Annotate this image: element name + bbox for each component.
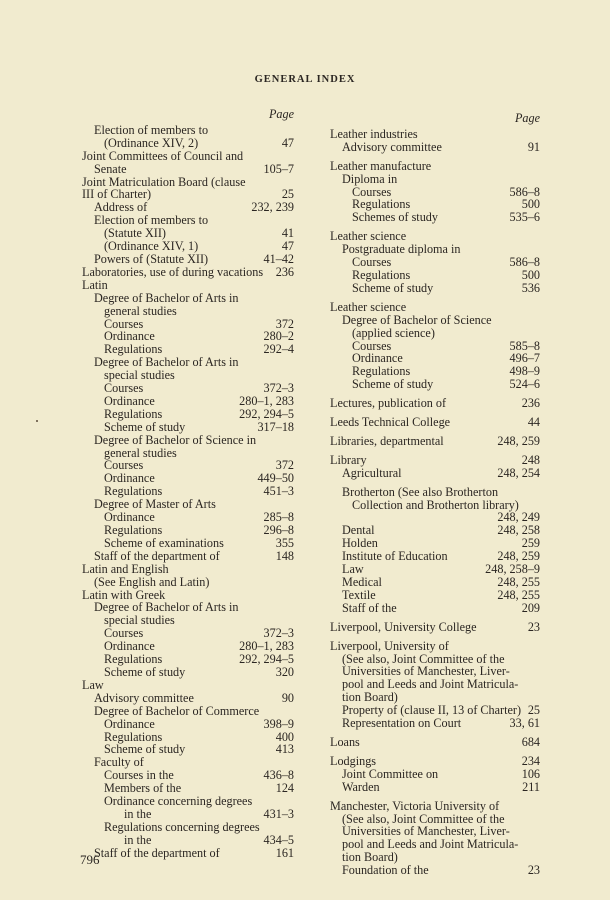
entry-text: III of Charter) <box>82 187 152 202</box>
entry-text: (See also, Joint Committee of the <box>342 811 505 826</box>
entry-page-ref: 124 <box>275 781 294 796</box>
entry-text: Senate <box>94 161 127 176</box>
entry-text: Loans <box>330 734 360 749</box>
index-entry <box>82 163 294 176</box>
entry-page-ref: 500 <box>521 267 540 282</box>
entry-text: Regulations <box>352 267 411 282</box>
entry-text: Representation on Court <box>342 716 462 731</box>
index-entry <box>330 589 540 602</box>
index-entry <box>330 800 540 813</box>
index-entry <box>82 563 294 576</box>
entry-text: Courses <box>104 316 144 331</box>
index-entry <box>330 301 540 314</box>
entry-text: pool and Leeds and Joint Matricula- <box>342 837 519 852</box>
index-column-left <box>82 108 294 860</box>
entry-text: in the <box>124 832 152 847</box>
index-entry <box>82 576 294 589</box>
index-entry <box>82 679 294 692</box>
index-entry <box>82 124 294 137</box>
entry-page-ref: 500 <box>521 197 540 212</box>
entry-page-ref: 161 <box>275 845 294 860</box>
entry-text: Faculty of <box>94 755 144 770</box>
index-entry <box>330 269 540 282</box>
entry-text: Diploma in <box>342 171 398 186</box>
entry-text: Libraries, departmental <box>330 433 444 448</box>
entry-text: (Ordinance XIV, 2) <box>104 135 199 150</box>
entry-page-ref: 259 <box>521 536 540 551</box>
entry-page-ref: 355 <box>275 535 294 550</box>
index-entry <box>330 768 540 781</box>
index-entry <box>82 705 294 718</box>
index-entry <box>82 382 294 395</box>
entry-text: Leeds Technical College <box>330 415 451 430</box>
index-entry <box>330 621 540 634</box>
entry-text: Ordinance <box>104 471 155 486</box>
entry-page-ref: 248, 255 <box>497 575 540 589</box>
entry-page-ref: 372 <box>275 458 294 473</box>
index-entry <box>330 486 540 499</box>
index-entry <box>330 736 540 749</box>
entry-page-ref: 372–3 <box>263 626 294 641</box>
entry-text: Degree of Bachelor of Science <box>342 312 492 327</box>
entry-page-ref: 400 <box>275 729 294 744</box>
entry-page-ref: 585–8 <box>509 338 540 353</box>
entry-text: Scheme of examinations <box>104 535 224 550</box>
entry-text: Postgraduate diploma in <box>342 242 461 257</box>
entry-page-ref: 280–1, 283 <box>239 639 294 654</box>
entry-page-ref: 105–7 <box>263 161 294 176</box>
index-entry <box>330 141 540 154</box>
index-entry <box>330 378 540 391</box>
page-column-label: Page <box>268 107 294 121</box>
entry-page-ref: 25 <box>527 703 540 718</box>
entry-text: Leather science <box>330 299 407 314</box>
entry-text: Joint Committee on <box>342 766 439 781</box>
entry-text: Liverpool, University College <box>330 619 477 634</box>
entry-text: (applied science) <box>352 325 435 340</box>
entry-text: Law <box>82 677 104 692</box>
entry-text: Regulations <box>104 523 163 537</box>
entry-text: Address of <box>94 200 148 215</box>
entry-page-ref: 23 <box>527 619 540 634</box>
entry-text: Latin <box>82 277 108 292</box>
entry-text: Leather industries <box>330 126 418 141</box>
index-entry <box>82 718 294 731</box>
entry-page-ref: 248, 255 <box>497 587 540 602</box>
entry-page-ref: 296–8 <box>263 523 294 537</box>
entry-text: Leather manufacture <box>330 158 432 173</box>
entry-page-ref: 372–3 <box>263 381 294 396</box>
entry-text: Regulations <box>104 406 163 421</box>
entry-text: Medical <box>342 575 382 589</box>
index-column-right <box>330 112 540 877</box>
entry-page-ref: 234 <box>521 753 540 768</box>
entry-text: (Statute XII) <box>104 226 166 241</box>
entry-page-ref: 292–4 <box>263 342 294 357</box>
index-entry <box>82 292 294 305</box>
entry-text: Lectures, publication of <box>330 396 447 411</box>
entry-page-ref: 280–1, 283 <box>239 393 294 408</box>
index-entry <box>82 821 294 834</box>
paper-speck <box>36 420 38 422</box>
entry-text: Degree of Bachelor of Science in <box>94 432 257 447</box>
index-entry <box>330 416 540 429</box>
entry-text: Scheme of study <box>104 742 186 757</box>
entry-page-ref: 25 <box>281 187 294 202</box>
index-entry <box>82 421 294 434</box>
entry-text: Courses <box>104 381 144 396</box>
entry-text: (See English and Latin) <box>94 574 210 589</box>
entry-text: Ordinance <box>104 510 155 525</box>
entry-text: Regulations <box>352 364 411 379</box>
index-entry <box>82 524 294 537</box>
entry-page-ref: 431–3 <box>263 806 294 821</box>
entry-page-ref: 586–8 <box>509 255 540 270</box>
entry-text: Holden <box>342 536 378 551</box>
entry-page-ref: 535–6 <box>509 210 540 225</box>
entry-page-ref: 434–5 <box>263 832 294 847</box>
entry-text: Ordinance <box>104 329 155 344</box>
index-entry <box>330 755 540 768</box>
entry-text: pool and Leeds and Joint Matricula- <box>342 677 519 692</box>
entry-page-ref: 236 <box>275 264 294 279</box>
entry-text: general studies <box>104 303 177 318</box>
index-entry <box>82 666 294 679</box>
entry-page-ref: 451–3 <box>263 484 294 499</box>
entry-page-ref: 436–8 <box>263 768 294 783</box>
entry-text: Liverpool, University of <box>330 638 449 653</box>
entry-text: (Ordinance XIV, 1) <box>104 239 199 254</box>
entry-page-ref: 248, 254 <box>497 465 540 480</box>
index-entry <box>82 137 294 150</box>
entry-text: Courses <box>352 184 392 199</box>
entry-text: Collection and Brotherton library) <box>352 497 519 512</box>
entry-page-ref: 413 <box>275 742 294 757</box>
entry-text: Law <box>342 562 364 577</box>
entry-page-ref: 498–9 <box>509 364 540 379</box>
entry-text: Scheme of study <box>352 377 434 392</box>
index-entry <box>82 550 294 563</box>
index-entry <box>330 602 540 615</box>
entry-page-ref: 248, 258–9 <box>485 562 540 577</box>
entry-text: Courses <box>104 458 144 473</box>
entry-page-ref: 292, 294–5 <box>239 406 294 421</box>
index-entry <box>82 434 294 447</box>
entry-text: Universities of Manchester, Liver- <box>342 824 510 839</box>
entry-text: Laboratories, use of during vacations <box>82 264 264 279</box>
entry-text: Courses <box>352 255 392 270</box>
entry-text: tion Board) <box>342 850 398 865</box>
index-entry <box>82 834 294 847</box>
index-entry <box>330 160 540 173</box>
entry-page-ref: 524–6 <box>509 377 540 392</box>
index-entry <box>82 692 294 705</box>
entry-page-ref: 496–7 <box>509 351 540 366</box>
entry-text: Latin with Greek <box>82 587 166 602</box>
entry-text: Degree of Bachelor of Arts in <box>94 600 239 615</box>
entry-text: Regulations <box>104 729 163 744</box>
entry-page-ref: 41 <box>281 226 294 241</box>
entry-text: Property of (clause II, 13 of Charter) <box>342 703 522 718</box>
entry-text: Ordinance concerning degrees <box>104 794 253 809</box>
entry-text: Institute of Education <box>342 549 448 564</box>
index-entry <box>330 211 540 224</box>
entry-text: Universities of Manchester, Liver- <box>342 664 510 679</box>
entry-page-ref: 248, 258 <box>497 523 540 538</box>
entry-page-ref: 23 <box>527 863 540 878</box>
entry-page-ref: 586–8 <box>509 184 540 199</box>
index-entry <box>330 128 540 141</box>
entry-page-ref: 211 <box>522 779 540 794</box>
entry-page-ref: 236 <box>521 396 540 411</box>
entry-text: Degree of Bachelor of Commerce <box>94 703 260 718</box>
page-header: GENERAL INDEX <box>254 74 356 85</box>
index-entry <box>330 327 540 340</box>
index-entry <box>82 795 294 808</box>
entry-text: Scheme of study <box>104 419 186 434</box>
entry-text: Ordinance <box>352 351 403 366</box>
index-entry <box>330 397 540 410</box>
index-entry <box>82 305 294 318</box>
index-entry <box>82 847 294 860</box>
entry-text: Manchester, Victoria University of <box>330 798 500 813</box>
entry-text: Advisory committee <box>342 139 442 154</box>
index-entry <box>330 314 540 327</box>
entry-text: Courses <box>104 626 144 641</box>
entry-text: Foundation of the <box>342 863 429 878</box>
entry-text: Scheme of study <box>352 280 434 295</box>
entry-text: Regulations <box>104 484 163 499</box>
entry-text: Degree of Bachelor of Arts in <box>94 290 239 305</box>
entry-text: Regulations concerning degrees <box>104 819 260 834</box>
index-entry <box>82 395 294 408</box>
entry-page-ref: 44 <box>527 415 540 430</box>
entry-page-ref: 285–8 <box>263 510 294 525</box>
entry-page-ref: 248, 259 <box>497 433 540 448</box>
entry-text: Regulations <box>352 197 411 212</box>
entry-page-ref: 248, 259 <box>497 549 540 564</box>
entry-page-ref: 90 <box>281 690 294 705</box>
entry-text: Staff of the department of <box>94 845 220 860</box>
page-column-label: Page <box>514 111 540 125</box>
entry-text: special studies <box>104 613 175 628</box>
index-entry <box>82 253 294 266</box>
entry-text: Joint Matriculation Board (clause <box>82 174 246 189</box>
entry-text: Ordinance <box>104 716 155 731</box>
entry-page-ref: 449–50 <box>257 471 294 486</box>
entry-text: Agricultural <box>342 465 402 480</box>
entry-page-ref: 47 <box>281 239 294 254</box>
entry-text: Warden <box>342 779 380 794</box>
entry-text: Powers of (Statute XII) <box>94 251 209 266</box>
entry-text: Lodgings <box>330 753 377 768</box>
entry-page-ref: 280–2 <box>263 329 294 344</box>
entry-page-ref: 91 <box>527 139 540 154</box>
index-entry <box>330 454 540 467</box>
index-entry <box>330 576 540 589</box>
entry-text: Schemes of study <box>352 210 438 225</box>
entry-page-ref: 47 <box>281 135 294 150</box>
entry-text: Leather science <box>330 229 407 244</box>
entry-page-ref: 317–18 <box>257 419 294 434</box>
entry-text: special studies <box>104 368 175 383</box>
entry-text: Regulations <box>104 652 163 667</box>
entry-text: Joint Committees of Council and <box>82 148 244 163</box>
index-entry <box>330 781 540 794</box>
entry-page-ref: 248, 249 <box>497 510 540 525</box>
entry-text: Election of members to <box>94 213 209 228</box>
entry-text: Election of members to <box>94 122 209 137</box>
index-entry <box>330 467 540 480</box>
entry-text: Degree of Master of Arts <box>94 497 216 512</box>
entry-text: Courses <box>352 338 392 353</box>
entry-text: general studies <box>104 445 177 460</box>
entry-text: Library <box>330 452 367 467</box>
index-entry <box>82 279 294 292</box>
index-entry <box>82 266 294 279</box>
entry-text: Brotherton (See also Brotherton <box>342 484 499 499</box>
index-entry <box>330 717 540 730</box>
index-entry <box>82 808 294 821</box>
entry-page-ref: 209 <box>521 600 540 615</box>
entry-text: Degree of Bachelor of Arts in <box>94 355 239 370</box>
index-entry <box>330 435 540 448</box>
index-entry <box>82 150 294 163</box>
entry-page-ref: 372 <box>275 316 294 331</box>
entry-page-ref: 232, 239 <box>251 200 294 215</box>
entry-text: Textile <box>342 587 376 602</box>
index-entry <box>82 408 294 421</box>
entry-text: Staff of the <box>342 600 397 615</box>
entry-page-ref: 536 <box>521 280 540 295</box>
entry-text: Latin and English <box>82 561 169 576</box>
entry-text: Ordinance <box>104 393 155 408</box>
entry-text: in the <box>124 806 152 821</box>
entry-page-ref: 320 <box>275 664 294 679</box>
entry-text: (See also, Joint Committee of the <box>342 651 505 666</box>
entry-page-ref: 106 <box>521 766 540 781</box>
entry-text: Ordinance <box>104 639 155 654</box>
entry-page-ref: 41–42 <box>263 251 294 266</box>
entry-text: Regulations <box>104 342 163 357</box>
entry-page-ref: 248 <box>521 452 540 467</box>
entry-page-ref: 292, 294–5 <box>239 652 294 667</box>
index-entry <box>82 537 294 550</box>
entry-page-ref: 684 <box>521 734 540 749</box>
folio-number: 796 <box>80 852 100 867</box>
index-entry <box>330 282 540 295</box>
index-entry <box>330 640 540 653</box>
entry-text: Courses in the <box>104 768 174 783</box>
entry-text: Staff of the department of <box>94 548 220 563</box>
entry-text: Members of the <box>104 781 182 796</box>
index-entry <box>330 864 540 877</box>
entry-page-ref: 148 <box>275 548 294 563</box>
entry-text: Scheme of study <box>104 664 186 679</box>
index-entry <box>330 173 540 186</box>
entry-text: tion Board) <box>342 690 398 705</box>
entry-page-ref: 33, 61 <box>509 716 540 731</box>
entry-text: Advisory committee <box>94 690 194 705</box>
entry-text: Dental <box>342 523 375 538</box>
entry-page-ref: 398–9 <box>263 716 294 731</box>
